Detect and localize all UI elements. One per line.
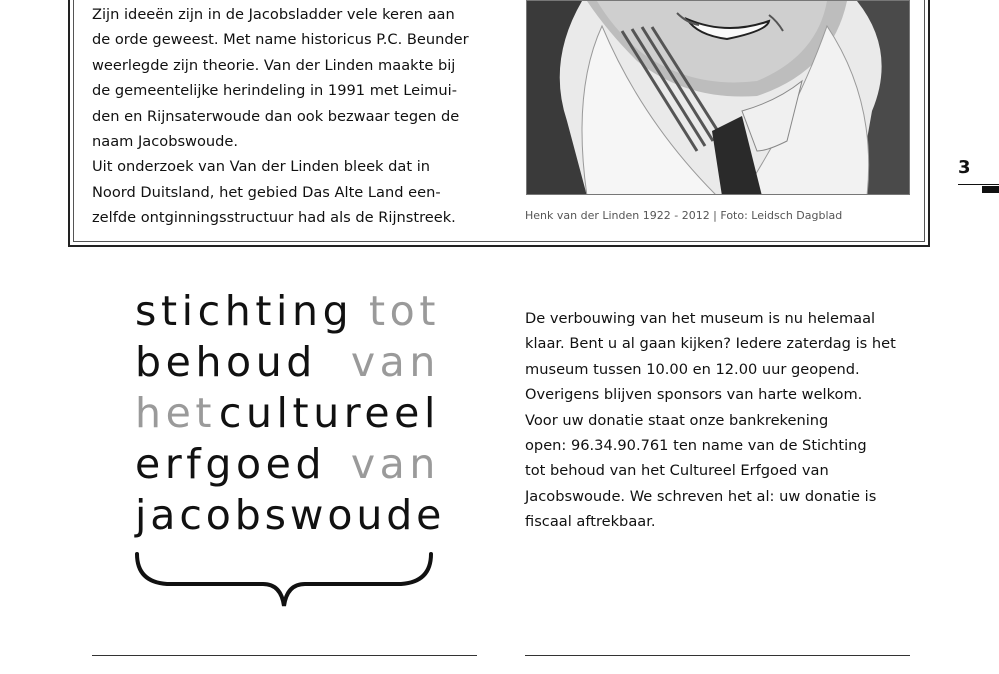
body-line: klaar. Bent u al gaan kijken? Iedere zaterdag is het — [525, 335, 896, 353]
body-line: museum tussen 10.00 en 12.00 uur geopend. — [525, 360, 860, 378]
page-number: 3 — [958, 157, 971, 178]
logo-word: het — [135, 389, 217, 437]
logo-word: jacobswoude — [135, 491, 446, 539]
article-line: Uit onderzoek van Van der Linden bleek dat in — [92, 158, 431, 176]
logo-row — [135, 286, 440, 337]
logo-word: behoud — [135, 338, 317, 386]
logo-word: stichting — [135, 287, 354, 335]
body-line: open: 96.34.90.761 ten name van de Stichting — [525, 437, 867, 455]
body-line: Overigens blijven sponsors van harte welkom. — [525, 386, 863, 404]
logo-row — [135, 490, 446, 541]
body-line: Voor uw donatie staat onze bankrekening — [525, 411, 829, 429]
logo-row — [135, 439, 440, 490]
article-line: Zijn ideeën zijn in de Jacobsladder vele keren aan — [92, 6, 455, 23]
article-line: Noord Duitsland, het gebied Das Alte Land een- — [92, 183, 441, 201]
column-divider-right — [525, 655, 910, 656]
body-line: De verbouwing van het museum is nu helemaal — [525, 310, 876, 327]
logo-word: erfgoed — [135, 440, 327, 488]
column-divider-left — [92, 655, 477, 656]
body-line: Jacobswoude. We schreven het al: uw donatie is — [525, 487, 877, 505]
article-line: de gemeentelijke herindeling in 1991 met Leimui- — [92, 82, 457, 100]
curly-brace-icon — [133, 552, 435, 612]
page-number-tab — [982, 186, 999, 193]
article-line: zelfde ontginningsstructuur had als de Rijnstreek. — [92, 209, 456, 227]
logo-word: van — [350, 338, 440, 386]
article-text — [92, 2, 492, 231]
body-line: fiscaal aftrekbaar. — [525, 513, 656, 531]
logo-row — [135, 388, 440, 439]
museum-announcement — [525, 306, 915, 535]
portrait-photo — [526, 0, 910, 195]
page-number-rule — [958, 184, 999, 185]
body-line: tot behoud van het Cultureel Erfgoed van — [525, 462, 829, 480]
article-line: den en Rijnsaterwoude dan ook bezwaar tegen de — [92, 107, 460, 125]
logo-word: van — [350, 440, 440, 488]
logo-word: cultureel — [218, 389, 440, 437]
photo-caption: Henk van der Linden 1922 - 2012 | Foto: Leidsch Dagblad — [525, 209, 843, 222]
portrait-illustration — [527, 1, 910, 195]
foundation-logo — [135, 286, 446, 541]
article-line: naam Jacobswoude. — [92, 133, 239, 151]
logo-word: tot — [368, 287, 440, 335]
article-line: de orde geweest. Met name historicus P.C. Beunder — [92, 31, 469, 49]
logo-row — [135, 337, 440, 388]
article-line: weerlegde zijn theorie. Van der Linden maakte bij — [92, 56, 456, 74]
